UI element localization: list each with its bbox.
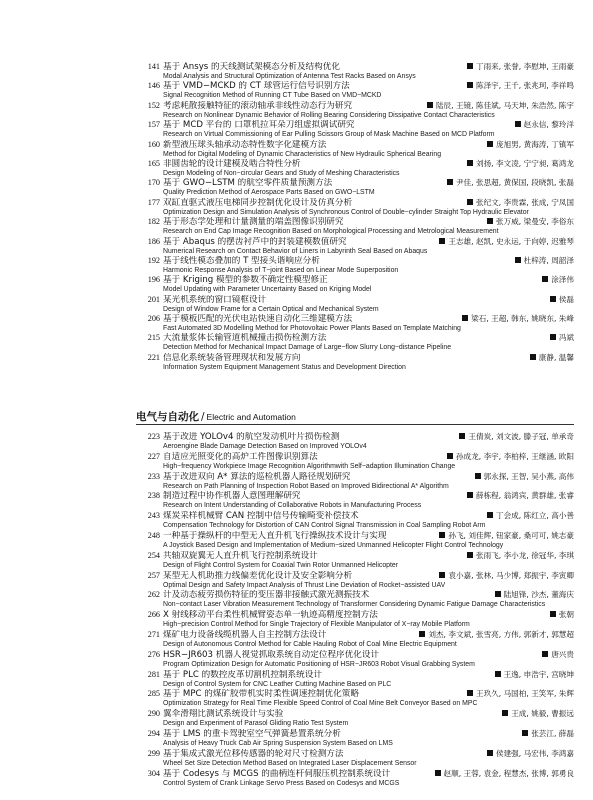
entry-authors (427, 101, 574, 111)
toc-entry[interactable] (0, 256, 593, 275)
entry-title-en: Non−contact Laser Vibration Measurement Technology of Transformer Considering Dynamic Fatigue Damage Characteristics (163, 601, 546, 609)
author-names: 薛栋程, 翁鸿宾, 黄群雄, 张睿 (475, 491, 574, 501)
entry-title-cn: 基于 Abaqus 的摆齿衬芦中的封装建模数值研究 (163, 236, 347, 247)
entry-page-number: 294 (147, 728, 160, 738)
entry-page-number: 152 (147, 100, 160, 110)
author-names: 张朝 (558, 610, 574, 620)
author-marker-icon (447, 179, 453, 185)
entry-authors (459, 432, 574, 442)
entry-page-number: 290 (147, 709, 160, 719)
entry-title-en: Model Updating with Parameter Uncertainty Based on Kriging Model (163, 286, 372, 294)
toc-entry[interactable] (0, 295, 593, 314)
entry-page-number: 221 (147, 352, 160, 362)
entry-authors (487, 749, 574, 759)
author-marker-icon (495, 591, 501, 597)
toc-entry[interactable] (0, 472, 593, 492)
entry-title-en: Fast Automated 3D Modelling Method for Photovoltaic Power Plants Based on Template Matching (163, 325, 461, 333)
author-names: 庞旭男, 黄海涛, 丁镇军 (496, 139, 574, 149)
entry-page-number: 276 (147, 649, 160, 659)
toc-entry[interactable] (0, 650, 593, 670)
author-names: 赵永信, 黎玲洋 (523, 120, 574, 130)
entry-title-cn: 基于 VMD−MCKD 的 CT 球管运行信号识别方法 (163, 81, 350, 92)
entry-authors (467, 551, 574, 561)
entry-page-number: 196 (147, 275, 160, 285)
toc-entry[interactable] (0, 769, 593, 789)
author-names: 丁会成, 陈红立, 高小善 (496, 511, 574, 521)
toc-entry[interactable] (0, 491, 593, 511)
entry-authors (462, 314, 574, 324)
author-marker-icon (467, 82, 473, 88)
toc-entry[interactable] (0, 353, 593, 372)
author-marker-icon (439, 532, 445, 538)
entry-page-number: 157 (147, 120, 160, 130)
author-marker-icon (427, 102, 433, 108)
entry-page-number: 248 (147, 530, 160, 540)
entry-title-en: Research on Virtual Commissioning of Ear Pulling Scissors Group of Mask Machine Based on MCD Platform (163, 131, 495, 139)
toc-entry[interactable] (0, 432, 593, 452)
entry-authors (550, 295, 574, 305)
entry-title-cn: 基于模板匹配的光伏电站快速自动化三维建模方法 (163, 314, 353, 325)
section-title-cn: 电气与自动化 (136, 411, 199, 423)
entry-title-en: Optimal Design and Safety Impact Analysis of Thrust Line Deviation of Rocket−assisted UAV (163, 581, 446, 589)
entry-page-number: 201 (147, 294, 160, 304)
entry-title-cn: 基于 Codesys 与 MCGS 的曲柄连杆伺服压机控制系统设计 (163, 768, 391, 779)
author-names: 丁雨来, 张誉, 李慰坤, 王雨豪 (475, 62, 574, 71)
author-marker-icon (530, 354, 536, 360)
entry-title-cn: 基于 GWO−LSTM 的航空零件质量预测方法 (163, 178, 333, 189)
toc-entry[interactable] (0, 237, 593, 256)
toc-entry[interactable] (0, 101, 593, 120)
author-marker-icon (467, 552, 473, 558)
entry-title-en: Research on Nonlinear Dynamic Behavior of Rolling Bearing Considering Dissipative Contact Characteristics (163, 111, 495, 119)
entry-title-en: Information System Equipment Management Status and Development Direction (163, 363, 406, 371)
entry-title-en: Analysis of Heavy Truck Cab Air Spring Suspension System Based on LMS (163, 739, 393, 747)
author-names: 刘扬, 李文凌, 宁宁昶, 葛鸿龙 (475, 158, 574, 168)
entry-authors (530, 353, 574, 363)
entry-title-cn: 考虑耗散接触特征的滚动轴承非线性动态行为研究 (163, 100, 353, 111)
entry-title-en: Research on Intent Understanding of Collaborative Robots in Manufacturing Process (163, 502, 422, 510)
entry-title-en: High−frequency Workpiece Image Recognition Algorithmwith Self−adaption Illumination Change (163, 462, 456, 470)
entry-title-en: Numerical Research on Contact Behavior of Liners in Labyrinth Seal Based on Abaqus (163, 247, 428, 255)
author-marker-icon (467, 492, 473, 498)
toc-entry[interactable] (0, 198, 593, 217)
entry-title-cn: 基于 MCD 平台的 口罩机拉耳朵刀组虚拟调试研究 (163, 120, 355, 131)
entry-page-number: 299 (147, 748, 160, 758)
entry-authors (495, 590, 574, 600)
author-marker-icon (439, 238, 445, 244)
entry-authors (522, 729, 574, 739)
entry-authors (467, 491, 574, 501)
author-marker-icon (487, 141, 493, 147)
entry-title-cn: 基于改进双向 A* 算法的巡检机器人路径规划研究 (163, 471, 351, 482)
toc-entry[interactable] (0, 610, 593, 630)
entry-title-en: Design Modeling of Non−circular Gears and Study of Meshing Characteristics (163, 169, 400, 177)
entry-title-cn: 计及动态疲劳损伤特征的变压器非接触式激光测振技术 (163, 590, 370, 601)
entry-authors (439, 237, 574, 247)
entry-title-cn: 非圆齿轮的设计建模及啮合特性分析 (163, 158, 301, 169)
entry-page-number: 160 (147, 139, 160, 149)
entry-authors (467, 159, 574, 169)
section-divider (136, 424, 574, 425)
toc-entry[interactable] (0, 314, 593, 333)
entry-authors (487, 217, 574, 227)
entry-page-number: 192 (147, 255, 160, 265)
entry-authors (515, 256, 574, 266)
entry-page-number: 285 (147, 689, 160, 699)
section-heading-electric (136, 409, 296, 424)
entry-title-cn: 制造过程中协作机器人意图理解研究 (163, 491, 301, 502)
entry-authors (542, 650, 574, 660)
entry-title-en: Method for Digital Modeling of Dynamic Characteristics of New Hydraulic Spherical Bearing (163, 150, 442, 158)
toc-entry[interactable] (0, 590, 593, 610)
entry-title-cn: 共轴双旋翼无人直升机飞行控制系统设计 (163, 550, 318, 561)
entry-authors (447, 452, 574, 462)
entry-authors (502, 709, 574, 719)
author-names: 杜梓涛, 周韶泽 (523, 255, 574, 265)
entry-page-number: 165 (147, 158, 160, 168)
entry-page-number: 206 (147, 314, 160, 324)
entry-authors (467, 689, 574, 699)
entry-title-en: Optimization Strategy for Real Time Flexible Speed Control of Coal Mine Belt Conveyor Based on MPC (163, 700, 478, 708)
entry-authors (475, 472, 574, 482)
author-marker-icon (435, 770, 441, 776)
entry-authors (467, 62, 574, 72)
author-marker-icon (542, 276, 548, 282)
entry-title-en: Design of Control System for CNC Leather Cutting Machine Based on PLC (163, 680, 392, 688)
toc-entry[interactable] (0, 81, 593, 100)
entry-title-en: Quality Prediction Method of Aerospace Parts Based on GWO−LSTM (163, 189, 375, 197)
entry-title-en: Research on End Cap Image Recognition Based on Morphological Processing and Metrological Measurement (163, 228, 499, 236)
entry-authors (550, 333, 574, 343)
entry-authors (467, 198, 574, 208)
entry-authors (447, 178, 574, 188)
entry-page-number: 281 (147, 669, 160, 679)
author-names: 王成, 姚毅, 曹振远 (511, 709, 574, 719)
author-names: 刘杰, 李文斌, 张雪亮, 方伟, 郭新才, 郭慧超 (428, 629, 574, 639)
entry-page-number: 227 (147, 451, 160, 461)
entry-title-cn: 基于形态学处理和计量测量的端盖图像识别研究 (163, 217, 344, 228)
entry-title-en: Modal Analysis and Structural Optimization of Antenna Test Racks Based on Ansys (163, 73, 416, 80)
author-names: 侯磊 (558, 294, 574, 304)
entry-title-en: Detection Method for Mechanical Impact Damage of Large−flow Slurry Long−distance Pipeline (163, 344, 452, 352)
author-marker-icon (467, 199, 473, 205)
author-names: 陈泽宇, 王千, 张兆珂, 李祥鸣 (475, 81, 574, 91)
toc-entry[interactable] (0, 551, 593, 571)
author-names: 陆旭锋, 沙杰, 董海庆 (503, 590, 574, 600)
author-names: 冯斌 (558, 333, 574, 343)
entry-authors (467, 81, 574, 91)
author-names: 王逸, 申浩宇, 宫晓坤 (503, 669, 574, 679)
entry-page-number: 141 (147, 62, 160, 71)
entry-page-number: 243 (147, 511, 160, 521)
entry-title-cn: 基于 MPC 的煤矿胶带机实时柔性调速控制优化策略 (163, 689, 359, 700)
entry-title-en: Design of Flight Control System for Coaxial Twin Rotor Unmanned Helicopter (163, 561, 399, 569)
toc-entry[interactable] (0, 140, 593, 159)
toc-entry[interactable] (0, 275, 593, 294)
entry-title-en: Program Optimization Design for Automatic Positioning of HSR−JR603 Robot Visual Grabbing System (163, 660, 475, 668)
toc-entry[interactable] (0, 729, 593, 749)
author-names: 王玖久, 马国柏, 王笑军, 朱辉 (475, 689, 574, 699)
author-marker-icon (419, 631, 425, 637)
toc-entry[interactable] (0, 709, 593, 729)
entry-title-cn: 煤矿电力设备线缆机器人自主控制方法设计 (163, 629, 327, 640)
entry-page-number: 233 (147, 471, 160, 481)
entry-title-cn: 某型无人机助推力线偏差优化设计及安全影响分析 (163, 570, 353, 581)
entry-title-cn: 基于改进 YOLOv4 的航空发动机叶片损伤检测 (163, 432, 340, 442)
author-names: 袁小嘉, 张林, 马少博, 郑振宇, 李寅卿 (448, 570, 574, 580)
entry-title-cn: 新型液压球头轴承动态特性数字化建模方法 (163, 139, 327, 150)
entry-page-number: 254 (147, 550, 160, 560)
author-names: 张雨飞, 李小龙, 徐冠华, 李琪 (475, 550, 574, 560)
author-names: 张芸江, 薛磊 (531, 728, 574, 738)
entry-title-en: A Joystick Based Design and Implementation of Medium−sized Unmanned Helicopter Flight Control Technology (163, 541, 504, 549)
author-marker-icon (459, 433, 465, 439)
author-names: 王倩炭, 刘文波, 滕子冠, 单承奇 (468, 432, 574, 441)
entry-authors (487, 511, 574, 521)
entry-title-en: Signal Recognition Method of Running CT Tube Based on VMD−MCKD (163, 92, 382, 100)
author-names: 唐兴贵 (551, 649, 574, 659)
entry-title-en: Harmonic Response Analysis of T−joint Based on Linear Mode Superposition (163, 266, 399, 274)
toc-entry[interactable] (0, 333, 593, 352)
author-marker-icon (439, 572, 445, 578)
entry-title-cn: 一种基于操纵杆的中型无人直升机飞行操纵技术设计与实现 (163, 530, 387, 541)
entry-authors (439, 531, 574, 541)
author-names: 孙飞, 刘佳辉, 钮家豪, 桑可可, 姚志豪 (448, 530, 574, 540)
author-marker-icon (487, 218, 493, 224)
entry-title-en: Design of Window Frame for a Certain Optical and Mechanical System (163, 305, 379, 313)
entry-title-cn: 基于线性模态叠加的 T 型接头谐响应分析 (163, 255, 320, 266)
toc-entry[interactable] (0, 531, 593, 551)
entry-title-en: Wheel Set Size Detection Method Based on Integrated Laser Displacement Sensor (163, 759, 417, 767)
author-marker-icon (462, 315, 468, 321)
entry-page-number: 257 (147, 570, 160, 580)
entry-title-en: Compensation Technology for Distortion of CAN Control Signal Transmission in Coal Sampling Robot Arm (163, 522, 486, 530)
entry-authors (439, 571, 574, 581)
author-names: 张万威, 梁曼安, 李俗东 (496, 217, 574, 227)
entry-title-cn: 翼伞滑翔比测试系统设计与实验 (163, 709, 284, 720)
author-marker-icon (522, 730, 528, 736)
toc-entry[interactable] (0, 120, 593, 139)
entry-title-en: Research on Path Planning of Inspection Robot Based on Improved Bidirectional A* Algorithm (163, 482, 449, 490)
toc-entry[interactable] (0, 571, 593, 591)
entry-authors (495, 670, 574, 680)
entry-authors (435, 769, 574, 779)
entry-authors (419, 630, 574, 640)
entry-title-cn: 基于 Kriging 模型的参数不确定性模型修正 (163, 275, 328, 286)
author-names: 孙成龙, 李宇, 李柏梓, 王继涵, 欧阳 (455, 451, 574, 461)
section-title-en: Electric and Automation (206, 412, 296, 422)
entry-title-en: Optimization Design and Simulation Analysis of Synchronous Control of Double−cylinder Straight Top Hydraulic Elevator (163, 208, 529, 216)
author-names: 王志雄, 赵凯, 史永运, 于向婷, 迟雅琴 (448, 236, 574, 246)
author-marker-icon (550, 296, 556, 302)
author-marker-icon (515, 257, 521, 263)
toc-entry[interactable] (0, 749, 593, 769)
author-marker-icon (502, 710, 508, 716)
entry-page-number: 177 (147, 197, 160, 207)
toc-entry[interactable] (0, 178, 593, 197)
author-marker-icon (495, 671, 501, 677)
entry-page-number: 304 (147, 768, 160, 778)
entry-title-cn: X 射线移动平台柔性机械臂姿态单一轨迹高精度控制方法 (163, 610, 378, 621)
entry-authors (542, 275, 574, 285)
entry-authors (515, 120, 574, 130)
author-marker-icon (487, 750, 493, 756)
toc-entry[interactable] (0, 511, 593, 531)
author-marker-icon (487, 512, 493, 518)
author-marker-icon (467, 160, 473, 166)
toc-entry[interactable] (0, 159, 593, 178)
author-names: 赵顺, 王蓉, 袁金, 程慧杰, 张博, 郭勇良 (443, 768, 574, 778)
author-names: 侯建强, 马宏伟, 李鸿嘉 (496, 748, 574, 758)
toc-entry[interactable] (0, 670, 593, 690)
author-names: 康静, 温馨 (538, 352, 574, 362)
entry-title-cn: 双缸直驱式液压电梯同步控制优化设计及仿真分析 (163, 197, 353, 208)
entry-page-number: 223 (147, 432, 160, 441)
mechanical-entries-list (0, 62, 593, 372)
entry-page-number: 186 (147, 236, 160, 246)
entry-page-number: 238 (147, 491, 160, 501)
author-names: 梁石, 王超, 韩东, 姚晓东, 朱峰 (471, 314, 574, 324)
entry-authors (550, 610, 574, 620)
entry-title-en: Control System of Crank Linkage Servo Press Based on Codesys and MCGS (163, 779, 400, 787)
entry-authors (487, 140, 574, 150)
entry-page-number: 266 (147, 610, 160, 620)
entry-title-en: Design of Autonomous Control Method for Cable Hauling Robot of Coal Mine Electric Equipment (163, 640, 457, 648)
section-separator: / (201, 411, 205, 423)
author-names: 郭永探, 王智, 吴小燕, 高伟 (483, 471, 574, 481)
entry-title-en: Design and Experiment of Parasol Gliding Ratio Test System (163, 720, 349, 728)
entry-title-cn: 基于 LMS 的重卡驾驶室空气弹簧悬置系统分析 (163, 728, 341, 739)
author-marker-icon (475, 473, 481, 479)
entry-title-cn: 基于 PLC 的数控皮革切割机控制系统设计 (163, 669, 322, 680)
entry-title-cn: 基于集成式激光位移传感器的轮对尺寸检测方法 (163, 748, 344, 759)
entry-title-cn: 煤炭采样机械臂 CAN 控制中信号传输畸变补偿技术 (163, 511, 359, 522)
author-names: 陆辰, 王镜, 陈佳斌, 马天坤, 朱浩然, 陈宇 (435, 100, 574, 110)
author-marker-icon (467, 63, 473, 69)
toc-entry[interactable] (0, 689, 593, 709)
author-marker-icon (515, 121, 521, 127)
entry-title-cn: 自适应光照变化的高炉工件图像识别算法 (163, 451, 318, 462)
author-marker-icon (550, 611, 556, 617)
author-marker-icon (467, 690, 473, 696)
entry-page-number: 170 (147, 178, 160, 188)
entry-page-number: 262 (147, 590, 160, 600)
entry-title-en: High−precision Control Method for Single Trajectory of Flexible Manipulator of X−ray Mobile Platform (163, 621, 470, 629)
author-names: 涂泽伟 (551, 275, 574, 285)
author-names: 张纪文, 李贵霖, 张成, 宁凤国 (475, 197, 574, 207)
entry-title-cn: 某光机系统的窗口镜框设计 (163, 294, 267, 305)
author-marker-icon (542, 651, 548, 657)
author-marker-icon (447, 453, 453, 459)
electrical-entries-list (0, 432, 593, 788)
entry-title-cn: HSR−JR603 机器人视觉抓取系统自动定位程序优化设计 (163, 649, 380, 660)
toc-entry[interactable] (0, 452, 593, 472)
entry-title-cn: 信息化系统装备管理现状和发展方向 (163, 352, 301, 363)
author-names: 尹佳, 张思超, 黄保国, 段晓凯, 张磊 (455, 178, 574, 188)
entry-title-cn: 大流量浆体长输管道机械撞击损伤检测方法 (163, 333, 327, 344)
toc-entry[interactable] (0, 62, 593, 81)
toc-entry[interactable] (0, 217, 593, 236)
entry-title-cn: 基于 Ansys 的天线测试架模态分析及结构优化 (163, 62, 340, 72)
entry-page-number: 271 (147, 629, 160, 639)
toc-entry[interactable] (0, 630, 593, 650)
author-marker-icon (550, 334, 556, 340)
entry-page-number: 146 (147, 81, 160, 91)
entry-page-number: 182 (147, 217, 160, 227)
entry-page-number: 215 (147, 333, 160, 343)
entry-title-en: Aeroengine Blade Damage Detection Based on Improved YOLOv4 (163, 443, 367, 450)
